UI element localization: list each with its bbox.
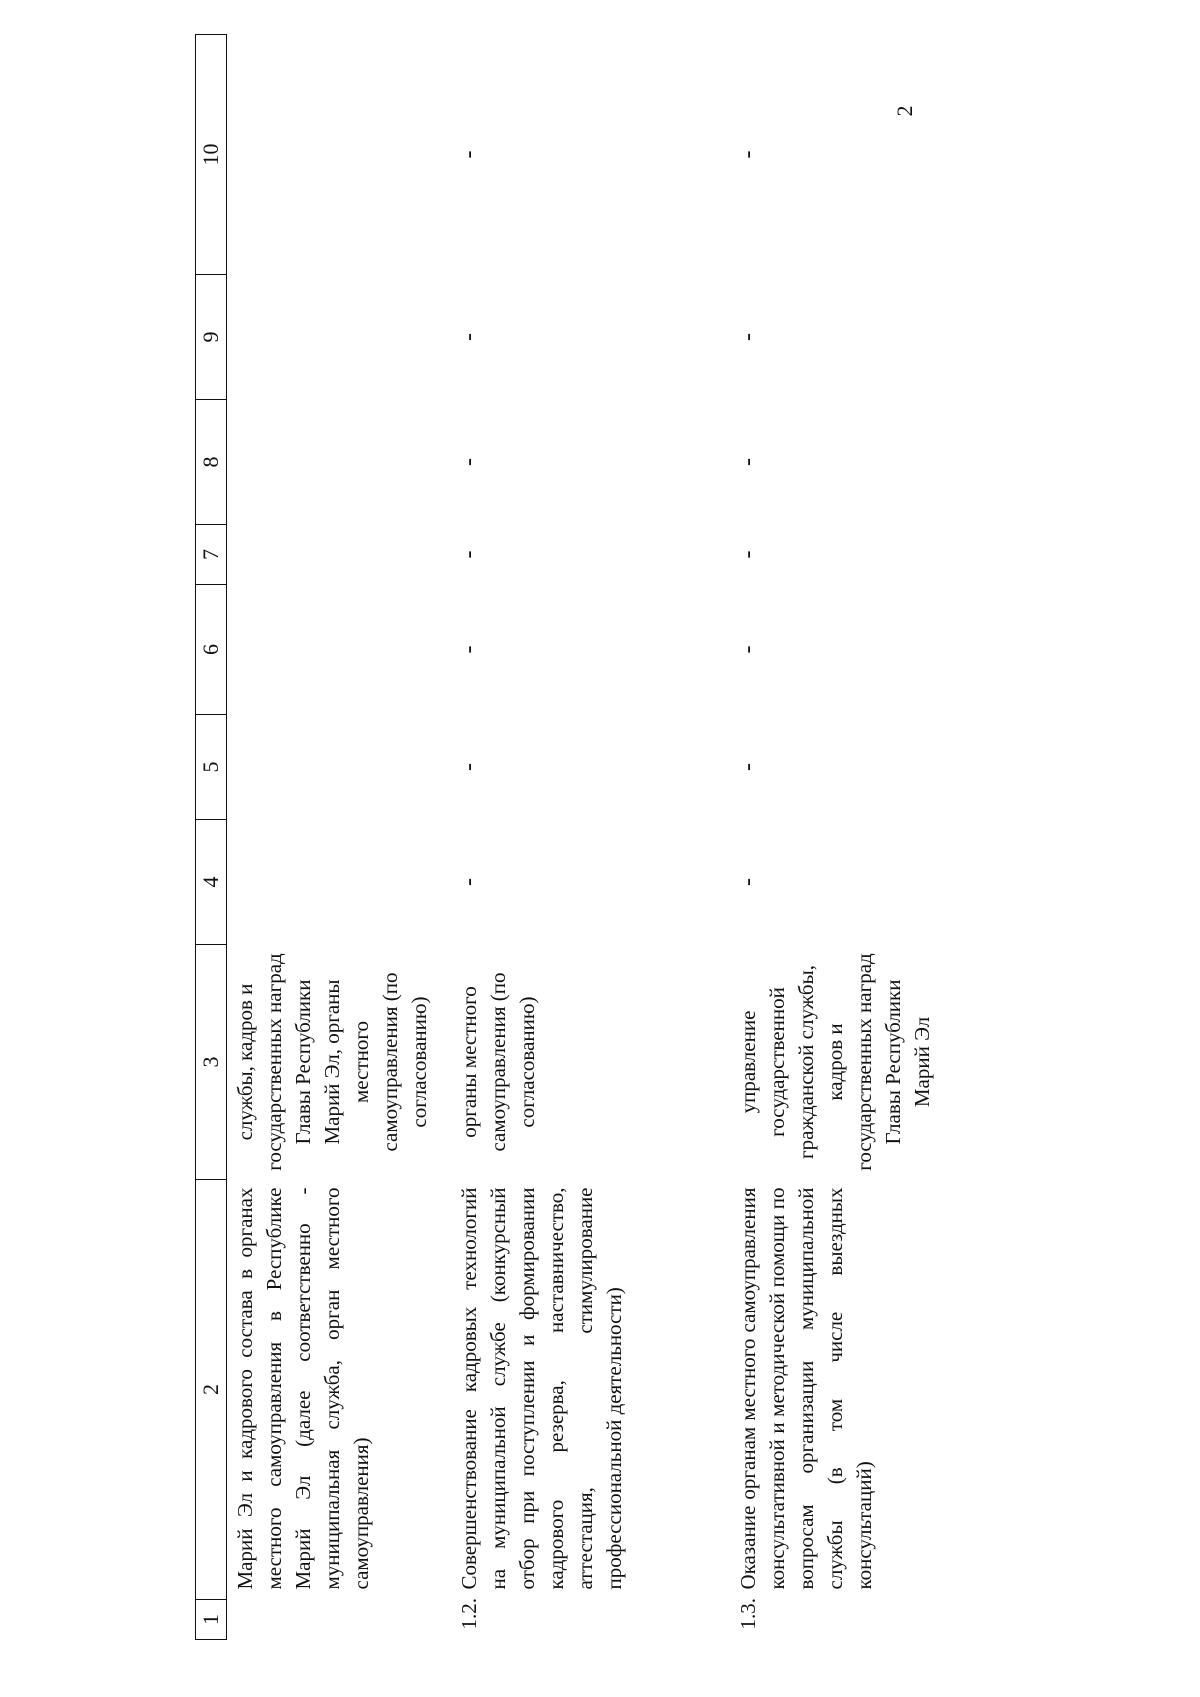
column-header-3: 3 xyxy=(196,945,227,1180)
value-cell: - xyxy=(735,645,761,654)
value-cell: - xyxy=(735,763,761,771)
value-cell: - xyxy=(456,458,482,466)
column-header-1: 1 xyxy=(196,1600,227,1640)
measure-text: Оказание органам местного самоуправления консультативной и методической помощи по вопросам организации муниципальной службы (в том числе выездных консультаций) xyxy=(736,1187,876,1590)
value-cell xyxy=(227,275,452,400)
value-cell: - xyxy=(735,878,761,886)
value-cell xyxy=(227,715,452,820)
value-cell xyxy=(227,400,452,525)
table-row xyxy=(730,35,944,1640)
column-header-4: 4 xyxy=(196,820,227,945)
rotated-table-sheet xyxy=(195,115,975,1640)
page-number: 2 xyxy=(892,105,917,117)
column-header-9: 9 xyxy=(196,275,227,400)
value-cell: - xyxy=(735,150,761,159)
value-cell: - xyxy=(735,550,761,559)
column-number-header xyxy=(196,35,227,1640)
executor-text: управление государственной гражданской службы, кадров и государственных наград Главы Республики Марий Эл xyxy=(736,953,934,1171)
column-header-10: 10 xyxy=(196,35,227,275)
column-header-8: 8 xyxy=(196,400,227,525)
value-cell: - xyxy=(456,645,482,654)
value-cell: - xyxy=(456,333,482,341)
column-header-5: 5 xyxy=(196,715,227,820)
row-number: 1.3. xyxy=(736,1598,760,1630)
value-cell: - xyxy=(735,458,761,466)
measure-text: Марий Эл и кадрового состава в органах местного самоуправления в Республике Марий Эл (далее соответственно - муниципальная служба, орган местного самоуправления) xyxy=(233,1187,373,1590)
value-cell: - xyxy=(735,333,761,341)
value-cell xyxy=(227,35,452,275)
executor-text: органы местного самоуправления (по согласованию) xyxy=(457,972,539,1152)
measure-text: Совершенствование кадровых технологий на муниципальной службе (конкурсный отбор при поступлении и формировании кадрового резерва, наставничество, аттестация, стимулирование профессиональной деятельности) xyxy=(457,1187,626,1590)
value-cell: - xyxy=(456,763,482,771)
value-cell xyxy=(227,525,452,585)
value-cell: - xyxy=(456,878,482,886)
row-number: 1.2. xyxy=(457,1598,481,1630)
value-cell: - xyxy=(456,550,482,559)
measures-table xyxy=(195,34,944,1640)
value-cell xyxy=(227,585,452,715)
value-cell xyxy=(227,820,452,945)
column-header-6: 6 xyxy=(196,585,227,715)
table-row xyxy=(451,35,730,1640)
row-number xyxy=(227,1600,452,1640)
column-header-7: 7 xyxy=(196,525,227,585)
executor-text: службы, кадров и государственных наград Главы Республики Марий Эл, органы местного самоуправления (по согласованию) xyxy=(233,953,431,1171)
table-row xyxy=(227,35,452,1640)
value-cell: - xyxy=(456,150,482,159)
column-header-2: 2 xyxy=(196,1180,227,1600)
